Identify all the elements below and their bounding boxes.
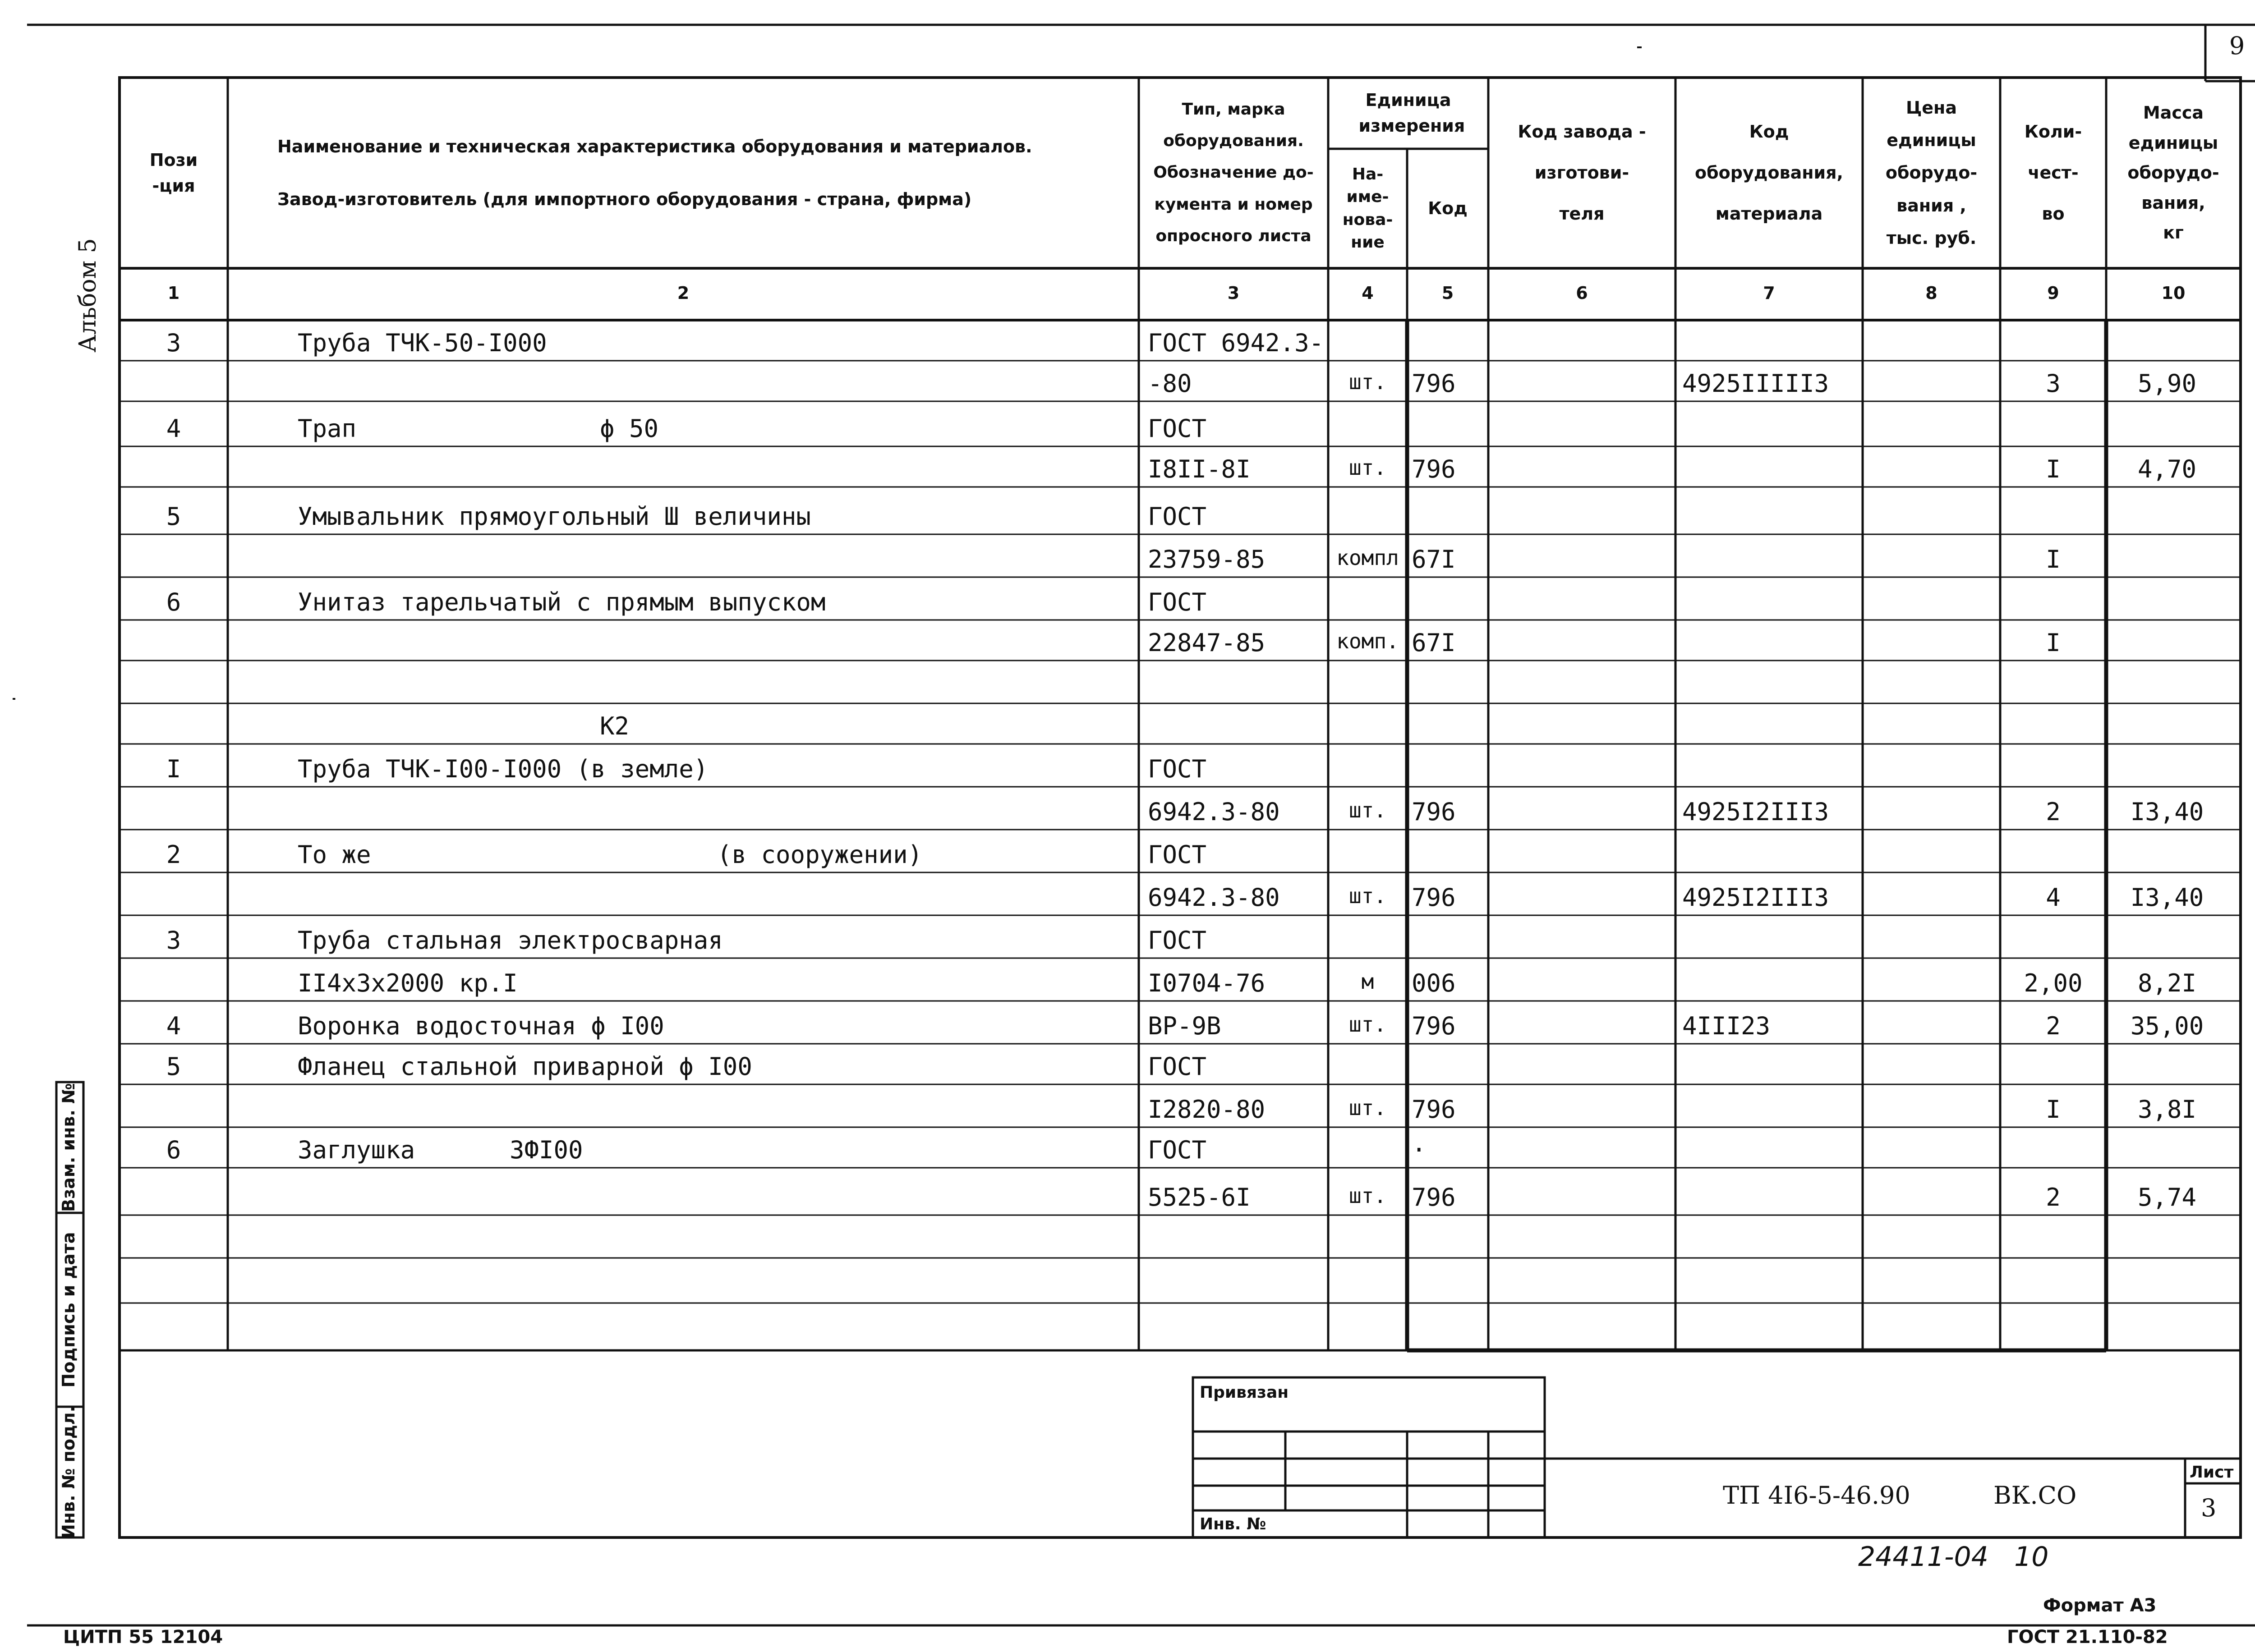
item-name-cell: То же — [298, 840, 371, 869]
column-number: 8 — [1925, 283, 1937, 303]
document-cell: ГОСТ — [1148, 414, 1207, 443]
position-cell: 4 — [166, 414, 181, 443]
document-cell: 5525-6I — [1148, 1183, 1251, 1211]
position-cell: 4 — [166, 1012, 181, 1040]
quantity-cell: 4 — [2046, 883, 2061, 912]
material-code-cell: 4III23 — [1682, 1012, 1771, 1040]
header-price: Цена единицы оборудо- вания , тыс. руб. — [1885, 98, 1978, 248]
document-cell: 6942.3-80 — [1148, 798, 1280, 826]
item-name-extra-cell: ЗФI00 — [510, 1136, 583, 1164]
document-suffix: ВК.СО — [1993, 1481, 2077, 1510]
privyazan-label: Привязан — [1200, 1383, 1289, 1402]
header-unit-group: Единица измерения — [1358, 90, 1465, 136]
side-stamp-signature-date: Подпись и дата — [59, 1232, 78, 1388]
mass-cell: I3,40 — [2130, 798, 2204, 826]
column-number: 6 — [1576, 283, 1588, 303]
quantity-cell: 2,00 — [2024, 969, 2083, 997]
column-number: 7 — [1763, 283, 1775, 303]
position-cell: 5 — [166, 502, 181, 531]
quantity-cell: I — [2046, 629, 2061, 657]
item-name-extra-cell: К2 — [600, 712, 630, 740]
column-number: 3 — [1227, 283, 1240, 303]
unit-code-cell: 796 — [1412, 1012, 1456, 1040]
quantity-cell: I — [2046, 545, 2061, 574]
document-cell: ВР-9В — [1148, 1012, 1221, 1040]
mass-cell: 8,2I — [2137, 969, 2197, 997]
header-name: Наименование и техническая характеристика оборудования и материалов. Завод-изготовитель (для импортного оборудования - страна, фирма) — [277, 136, 1032, 209]
position-cell: 2 — [166, 840, 181, 869]
document-cell: ГОСТ — [1148, 1052, 1207, 1081]
side-stamp-original-inv: Инв. № подл. — [59, 1405, 78, 1539]
quantity-cell: I — [2046, 1095, 2061, 1124]
header-factory-code: Код завода - изготови- теля — [1518, 121, 1646, 224]
handwritten-note: 24411-04 10 — [1858, 1541, 2049, 1573]
column-number: 10 — [2161, 283, 2186, 303]
document-cell: ГОСТ — [1148, 926, 1207, 954]
item-name-cell: Труба ТЧК-I00-I000 (в земле) — [298, 755, 709, 783]
position-cell: 3 — [166, 329, 181, 357]
document-cell: -80 — [1148, 369, 1192, 398]
item-name-extra-cell: (в сооружении) — [717, 840, 923, 869]
item-name-cell: Трап — [298, 414, 357, 443]
unit-name-cell: шт. — [1348, 1184, 1387, 1208]
document-cell: ГОСТ — [1148, 755, 1207, 783]
footer-left-code: ЦИТП 55 12104 — [63, 1627, 223, 1647]
item-name-cell: II4x3x2000 кр.I — [298, 969, 518, 997]
position-cell: 5 — [166, 1052, 181, 1081]
unit-name-cell: шт. — [1348, 455, 1387, 480]
column-number: 9 — [2047, 283, 2059, 303]
item-name-cell: Труба ТЧК-50-I000 — [298, 329, 547, 357]
unit-code-cell: 796 — [1412, 883, 1456, 912]
position-cell: I — [166, 755, 181, 783]
document-cell: ГОСТ — [1148, 840, 1207, 869]
sheet-number: 3 — [2201, 1494, 2217, 1522]
mass-cell: 35,00 — [2130, 1012, 2204, 1040]
column-number: 5 — [1441, 283, 1454, 303]
material-code-cell: 4925I2III3 — [1682, 883, 1829, 912]
document-code: ТП 4I6-5-46.90 — [1723, 1481, 1910, 1510]
header-material-code: Код оборудования, материала — [1695, 121, 1843, 224]
quantity-cell: I — [2046, 455, 2061, 483]
quantity-cell: 3 — [2046, 369, 2061, 398]
material-code-cell: 4925I2III3 — [1682, 798, 1829, 826]
document-cell: 23759-85 — [1148, 545, 1266, 574]
unit-name-cell: шт. — [1348, 1096, 1387, 1120]
mass-cell: 5,90 — [2137, 369, 2197, 398]
document-cell: ГОСТ 6942.3- — [1148, 329, 1324, 357]
side-stamp-replaced-inv: Взам. инв. № — [59, 1083, 78, 1212]
quantity-cell: 2 — [2046, 1012, 2061, 1040]
document-cell: ГОСТ — [1148, 588, 1207, 616]
item-name-cell: Умывальник прямоугольный Ш величины — [298, 502, 811, 531]
item-name-cell: Фланец стальной приварной ϕ I00 — [298, 1052, 752, 1081]
mass-cell: 4,70 — [2137, 455, 2197, 483]
document-cell: I2820-80 — [1148, 1095, 1266, 1124]
document-cell: 6942.3-80 — [1148, 883, 1280, 912]
document-cell: ГОСТ — [1148, 1136, 1207, 1164]
unit-code-cell: 796 — [1412, 1183, 1456, 1211]
unit-code-cell: 006 — [1412, 969, 1456, 997]
mass-cell: 3,8I — [2137, 1095, 2197, 1124]
header-type: Тип, марка оборудования. Обозначение до- кумента и номер опросного листа — [1153, 100, 1314, 245]
item-name-extra-cell: ϕ 50 — [600, 414, 659, 443]
mass-cell: 5,74 — [2137, 1183, 2197, 1211]
document-cell: I8II-8I — [1148, 455, 1251, 483]
item-name-cell: Воронка водосточная ϕ I00 — [298, 1012, 664, 1040]
unit-code-cell: · — [1412, 1136, 1427, 1164]
page-number: 9 — [2229, 32, 2245, 60]
material-code-cell: 4925IIIII3 — [1682, 369, 1829, 398]
column-number: 4 — [1362, 283, 1374, 303]
unit-code-cell: 796 — [1412, 369, 1456, 398]
unit-code-cell: 67I — [1412, 629, 1456, 657]
header-position: Пози-ция — [149, 150, 198, 196]
header-unit-code: Код — [1428, 198, 1468, 218]
mass-cell: I3,40 — [2130, 883, 2204, 912]
unit-code-cell: 796 — [1412, 798, 1456, 826]
item-name-cell: Труба стальная электросварная — [298, 926, 723, 954]
unit-code-cell: 67I — [1412, 545, 1456, 574]
album-label: Альбом 5 — [74, 238, 101, 353]
document-cell: 22847-85 — [1148, 629, 1266, 657]
unit-code-cell: 796 — [1412, 1095, 1456, 1124]
gost-label: ГОСТ 21.110-82 — [2007, 1627, 2168, 1647]
header-mass: Масса единицы оборудо- вания, кг — [2127, 103, 2219, 243]
sheet-label: Лист — [2190, 1463, 2234, 1482]
document-cell: I0704-76 — [1148, 969, 1266, 997]
unit-name-cell: комп. — [1336, 629, 1399, 653]
unit-name-cell: шт. — [1348, 370, 1387, 394]
unit-name-cell: шт. — [1348, 884, 1387, 908]
quantity-cell: 2 — [2046, 1183, 2061, 1211]
unit-name-cell: компл — [1336, 546, 1399, 570]
unit-name-cell: м — [1361, 969, 1374, 994]
item-name-cell: Заглушка — [298, 1136, 415, 1164]
inv-number-label: Инв. № — [1200, 1515, 1266, 1533]
header-quantity: Коли- чест- во — [2024, 121, 2082, 224]
unit-code-cell: 796 — [1412, 455, 1456, 483]
position-cell: 3 — [166, 926, 181, 954]
position-cell: 6 — [166, 588, 181, 616]
unit-name-cell: шт. — [1348, 798, 1387, 822]
unit-name-cell: шт. — [1348, 1012, 1387, 1037]
header-unit-name: На- име- нова- ние — [1342, 165, 1393, 252]
document-cell: ГОСТ — [1148, 502, 1207, 531]
column-number: 1 — [167, 283, 180, 303]
quantity-cell: 2 — [2046, 798, 2061, 826]
format-label: Формат А3 — [2043, 1595, 2157, 1616]
item-name-cell: Унитаз тарельчатый с прямым выпуском — [298, 588, 826, 616]
position-cell: 6 — [166, 1136, 181, 1164]
column-number: 2 — [677, 283, 690, 303]
